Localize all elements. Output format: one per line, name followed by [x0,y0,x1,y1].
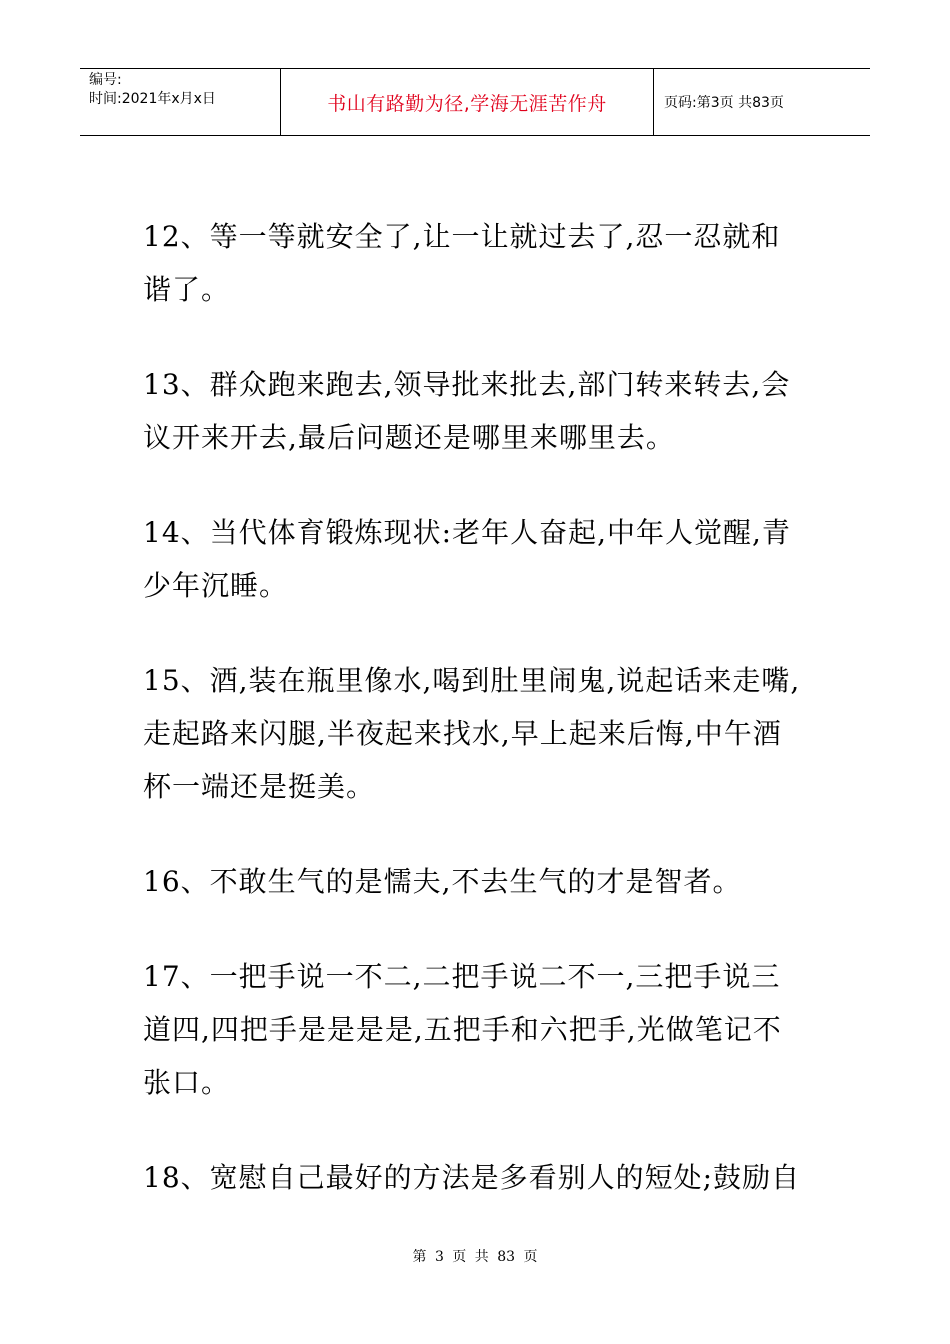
page-header [80,68,870,136]
header-motto: 书山有路勤为径,学海无涯苦作舟 [281,69,654,135]
list-item-17: 17、一把手说一不二,二把手说二不一,三把手说三道四,四把手是是是是,五把手和六把手,光做笔记不张口。 [143,960,782,1099]
list-item-12: 12、等一等就安全了,让一让就过去了,忍一忍就和谐了。 [143,220,781,306]
list-item-14: 14、当代体育锻炼现状:老年人奋起,中年人觉醒,青少年沉睡。 [143,516,791,602]
header-page-info: 页码:第3页 共83页 [664,95,784,111]
document-body [143,210,808,1246]
list-item-13: 13、群众跑来跑去,领导批来批去,部门转来转去,会议开来开去,最后问题还是哪里来哪里去。 [143,368,791,454]
header-meta [80,69,281,135]
list-item-15: 15、酒,装在瓶里像水,喝到肚里闹鬼,说起话来走嘴,走起路来闪腿,半夜起来找水,早上起来后悔,中午酒杯一端还是挺美。 [143,664,801,803]
list-item-18: 18、宽慰自己最好的方法是多看别人的短处;鼓励自 [143,1161,801,1194]
page-footer: 第 3 页 共 83 页 [412,1249,538,1265]
number-label: 编号: [89,72,122,88]
time-label: 时间:2021年x月x日 [89,91,216,107]
list-item-16: 16、不敢生气的是懦夫,不去生气的才是智者。 [143,865,742,898]
